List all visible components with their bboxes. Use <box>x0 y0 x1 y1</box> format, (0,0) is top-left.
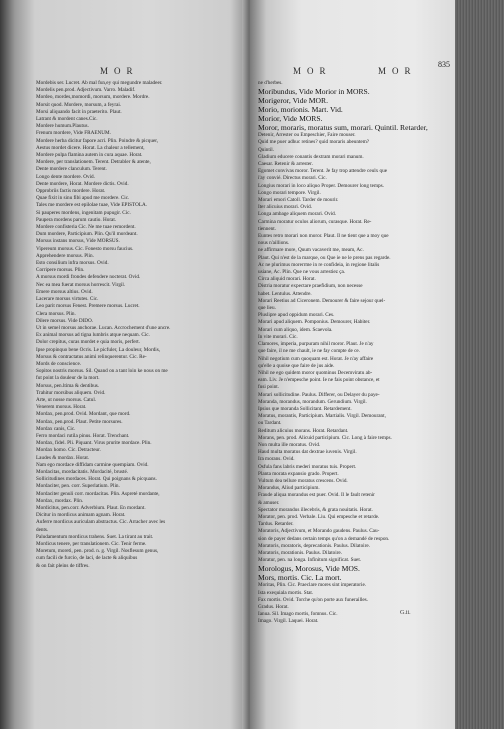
text-line: Corripere morsus. Plin. <box>36 267 85 274</box>
text-line: Gladium educere conantis dextram morari manum. <box>258 153 364 160</box>
text-line: Venerem morsus. Horat. <box>36 404 87 411</box>
text-line: Carmina moratur oculos aliorum, curasque. Horat. Re- <box>258 218 372 225</box>
text-line: Mordax homo. Cic. Detracteur. <box>36 447 101 454</box>
text-line: Tales me mordere est epilolae tuae, Vide EPISTOLA. <box>36 202 148 209</box>
text-line: Moratur, pen. na longa. Infinitum significat. Suet. <box>258 557 362 564</box>
page-edges <box>455 0 504 729</box>
text-line: Egomet convivas moror. Terent. Je fay trop attendre ceulx que <box>258 168 388 175</box>
running-head-right-2: MOR <box>378 66 417 76</box>
text-line: Dolor crepitus, curas mordet e quia moris, perfert. <box>36 339 141 346</box>
text-line: Emere morsus altius. Ovid. <box>36 288 93 295</box>
text-line: Nam ego mordace diffidam carmine quempiam. Ovid. <box>36 461 149 468</box>
text-line: Reditum alicuius morans. Horat. Retardant. <box>258 427 349 434</box>
text-line: Imago. Virgil. Laquei. Horat. <box>258 618 319 625</box>
text-line: Ac ne plurimus morerrme in re confideia, in regione litalis <box>258 261 380 268</box>
text-line: Morologus, Morosus, Vide MOS. <box>258 564 360 574</box>
text-line: Mors, mortis. Cic. La mort. <box>258 573 342 583</box>
text-line: Mordax, mordax. Plin. <box>36 497 84 504</box>
text-line: Morari Reetius ad Ciceronem. Demourer & faire sejour quel- <box>258 297 386 304</box>
text-line: Mordax, fidel. Pli. Piquant. Virus prurite mordace. Plin. <box>36 440 152 447</box>
text-line: Mordeo, mordes,momordi, morsum, mordere. Mordre. <box>36 94 150 101</box>
text-line: Si pauperes mordens, ingenitam pupugir. Cic. <box>36 209 131 216</box>
text-line: Spectator morandus illecebris, & grata nouitatis. Horat. <box>258 506 373 513</box>
text-line: Dilere morsus. Vide DIDO. <box>36 317 94 324</box>
text-line: Mords de conscience. <box>36 360 82 367</box>
text-line: qu'elle a quoise que faire de jus aide. <box>258 362 335 369</box>
text-line: Paupera mordens parum cautio. Horat. <box>36 216 117 223</box>
text-line: Dicitur in mordicus animam agnam. Horat. <box>36 512 126 519</box>
text-line: Mordacitas, mordacitatis. Mordacité, brusté. <box>36 468 129 475</box>
right-page <box>250 0 455 729</box>
text-line: Moratoris, moratoris, deprecationis. Paulus. Dilatoire. <box>258 542 370 549</box>
text-line: fut point la douleur de la mort. <box>36 375 100 382</box>
text-line: Longa ambage aliquem morari. Ovid. <box>258 211 337 218</box>
text-line: i'ay convié. Directus morari. Cic. <box>258 175 327 182</box>
text-line: Longius morari in loco aliquo Proper. Demourer long temps. <box>258 182 384 189</box>
text-line: Sopitos nostris morsus. Sil. Quand on a tant loin ke nous on me <box>36 368 168 375</box>
text-line: Morator, pen. prod. Verbale. Liu. Qui empesche et retarde. <box>258 513 380 520</box>
text-line: usiane, Ac. Plin. Que ne vous arrestiez ça. <box>258 269 346 276</box>
text-line: Morior, Vide MORS. <box>258 114 323 124</box>
text-line: Fraude aliqua morandus est puer. Ovid. Il le fault retenir <box>258 492 375 499</box>
text-line: Leo parit morsus Fenest. Premere morsus. Lucret. <box>36 303 140 310</box>
running-head-right: MOR <box>293 66 332 76</box>
text-line: Latrant & mordent canes.Cic. <box>36 116 98 123</box>
text-line: Morio, morionis. Mart. Vid. <box>258 105 343 115</box>
text-line: fusi point. <box>258 384 280 391</box>
text-line: que lieu. <box>258 305 276 312</box>
text-line: Ex animal morsus ad tigna lumbris atque nequam. Cic. <box>36 332 150 339</box>
text-line: Mordere herba dicitur fapore acri. Plin. Poindre & picquer, <box>36 137 159 144</box>
text-line: Vultum dea tellure moratus crescens. Ovid. <box>258 477 348 484</box>
text-line: Longo morari tempore. Virgil. <box>258 189 321 196</box>
text-line: Mordelis pen.prod. Adjectivum. Varro. Maladif. <box>36 87 136 94</box>
text-line: ou Tardant. <box>258 420 282 427</box>
text-line: Mordax canis, Cic. <box>36 425 76 432</box>
text-line: Moratoris, Adjectivum, et Morando gaudens. Paulus. Cau- <box>258 528 380 535</box>
text-line: Quid me puer adhuc retines? quid moraris abeuntem? <box>258 139 370 146</box>
text-line: Mordicitus, pen.corr. Adverbium. Plaut. En mordant. <box>36 504 146 511</box>
text-line: Euntes retro morari non moror. Plaut. Il ne tient que a moy que <box>258 233 389 240</box>
text-line: eam. Liv. Je n'empesche point. Ie ne fais point obstance, et <box>258 377 380 384</box>
text-line: Mordebis ser. Lucret. Ab mal fun,ey qui megundre maladeer. <box>36 80 163 86</box>
text-line: Ferro mordaci rutila pinus. Horat. Trenchant. <box>36 432 130 439</box>
text-line: Mordax, pen.prod. Ovid. Mordant, que mord. <box>36 411 131 418</box>
text-line: Morari cum aliquo, idem. Scaevola. <box>258 326 333 333</box>
text-line: Nihil negotium cum quoquam est. Horat. Je n'ay affaire <box>258 355 374 362</box>
text-line: Moribundus, Vide Morior in MORS. <box>258 87 370 97</box>
text-line: & amuser. <box>258 499 280 506</box>
text-line: Laudes & mordax. Horat. <box>36 454 90 461</box>
text-line: Tardus. Retarder. <box>258 521 294 528</box>
text-line: Circa aliquid morari. Horat. <box>258 276 316 283</box>
text-line: Moratoris, morationis. Paulus. Dilatoire. <box>258 549 342 556</box>
text-line: Arte, ut nosse morsus. Catul. <box>36 396 97 403</box>
text-line: Morandus, Aliud participium. <box>258 485 320 492</box>
text-line: dents. <box>36 526 49 533</box>
text-line: Morsit quod. Mordere, morsum, a feyrai. <box>36 101 122 108</box>
text-line: ne d'herbes. <box>258 80 283 86</box>
text-line: Quae fixit in sinu fibi apud me mordere. Cic. <box>36 195 130 202</box>
text-line: Longo dente mordere. Ovid. <box>36 173 95 180</box>
text-line: Moror, moraris, moratus sum, morari. Quintil. Retarder, <box>258 123 428 133</box>
text-line: Quintil. <box>258 146 274 153</box>
text-line: nous n'aillions. <box>258 240 290 247</box>
text-line: que faire, il ne me chault, ie ne fay compte de ce. <box>258 348 360 355</box>
text-line: Moranda, morandus, morandum. Gerundium. Virgil. <box>258 398 367 405</box>
text-line: Plaut. Qui n'est de la marque, ou Que ie ne le prens pas regarde. <box>258 254 391 261</box>
text-line: Ista exequiala mortis. Stat. <box>258 589 314 596</box>
text-line: Caesar. Retenir & arrester. <box>258 161 313 168</box>
text-line: Opprobriis factis mordere. Horat. <box>36 188 106 195</box>
text-line: Moratus, morantis, Participium. Martialis. Virgil. Demourant, <box>258 413 386 420</box>
text-line: Lacerare morsus virtutes. Cic. <box>36 296 99 303</box>
running-head-left: MOR <box>100 66 139 76</box>
text-line: Non multa ille moratus. Ovid. <box>258 441 321 448</box>
text-line: Esto consilium infra morsus. Ovid. <box>36 260 109 267</box>
text-line: Mordax, pen.prod. Plaut. Petite morsures. <box>36 418 123 425</box>
text-line: Morari emori Catoll. Tarder de mourir. <box>258 197 339 204</box>
text-line: Mordere confisteria Cic. Ne me tuae remordent. <box>36 224 136 231</box>
text-line: Morsi aliquando facit in praeterito. Plaut. <box>36 108 122 115</box>
text-line: Mordere pulpa flamina autem in cura aquae. Horat. <box>36 152 143 159</box>
text-line: Vipereum morsus. Cic. Fonesto morsu faucius. <box>36 245 134 252</box>
text-line: Auferre mordicus auriculam abstractus. Cic. Arracher avec les <box>36 519 166 526</box>
text-line: In vite morari. Cic. <box>258 333 298 340</box>
text-line: Osfula fans labris mederi moratus tuis. Propert. <box>258 463 357 470</box>
text-line: habet. Lentulus. Attendre. <box>258 290 312 297</box>
text-line: Ipse propinquo bene Ocris. Le picfuler, La douleur, Mordis, <box>36 346 161 353</box>
text-line: Ira morans. Ovid. <box>258 456 295 463</box>
text-line: Morans, pen. prod. Alicuid participium. Cic. Long à faire temps. <box>258 434 392 441</box>
text-line: Gradus. Horat. <box>258 604 289 610</box>
left-page <box>0 0 250 729</box>
text-line: A morsus mordi frondes defendere nocterat. Ovid. <box>36 274 141 281</box>
text-line: Iter alicuius morari. Ovid. <box>258 204 313 211</box>
text-line: Planta morata expansio grado. Propert. <box>258 470 339 477</box>
text-line: Dum mordere, Participium. Plin. Qu'il mordeant. <box>36 231 138 238</box>
text-line: Ianua. Sil. Imago mortis, fomnus. Cic. <box>258 611 338 618</box>
text-line: Detenir, Arrester ou Empeschier, Faire mouser. <box>258 132 356 139</box>
text-line: Morigeror, Vide MOR. <box>258 96 328 106</box>
text-line: Mordere, per translationem. Terent. Detrabler & atente, <box>36 159 151 166</box>
left-column <box>36 80 241 570</box>
signature-mark: G.ii. <box>400 610 411 616</box>
text-line: Mordere humum.Plautus. <box>36 123 89 130</box>
text-line: Morari apud aliquem. Pomponius. Demourer, Habiter. <box>258 319 371 326</box>
text-line: Apprehendere morsus. Plin. <box>36 252 94 259</box>
text-line: Distria moratur expectare praefidium, non necesse <box>258 283 363 290</box>
text-line: Morsus & contractatus animi relinquerentur. Cic. Re- <box>36 353 147 360</box>
text-line: Haud multa moratus dat dextrae iuvenis. Virgil. <box>258 449 357 456</box>
text-line: & on fait pleins de tiffres. <box>36 562 90 569</box>
text-line: Clamores, imperia, purpuram nihil moror. Plaut. Je n'ay <box>258 341 374 348</box>
text-line: Moritas, Plin. Cic. Praeclare mores sint imperatorie. <box>258 582 367 589</box>
text-line: Fax mortis. Ovid. Torche qu'on porte aux funerailles. <box>258 596 368 603</box>
text-line: Dente mordere, Horat. Mordere dictis. Ovid. <box>36 180 129 187</box>
text-line: tiennent. <box>258 225 277 232</box>
text-line: Ipsius que moranda Sollicitant. Retardement. <box>258 405 352 412</box>
text-line: Dente mordere clanculum. Terent. <box>36 166 107 173</box>
text-line: Pluslipre apud oppidum morari. Ces. <box>258 312 335 319</box>
text-line: ne affirmare more, Quum vacaverit me, meam, Ac. <box>258 247 364 254</box>
text-line: Nihil ne ego quidem moror quominus Decemviratu ab- <box>258 369 373 376</box>
text-line: Aestus mordet dicere. Horat. La chaleur a tellement, <box>36 144 145 151</box>
text-line: Trahitur morsibus aliquem. Ovid. <box>36 389 106 396</box>
text-line: sion de payer dedans certain temps qu'on a demandé de respon. <box>258 535 390 542</box>
text-line: cum facili de furcio, de laci, de lacte & aliquibus <box>36 555 138 562</box>
text-line: Mordaciter genuli corr. mordacitas. Plin. Aspreté mordante, <box>36 490 160 497</box>
text-line: Moretum, moreti, pen. prod. n. g. Virgil. Nosflesum genus, <box>36 548 159 555</box>
page-number: 835 <box>438 60 450 69</box>
text-line: Morari sollicitudine. Paulus. Differer, ou Delayer du paye- <box>258 391 380 398</box>
text-line: Paludamentum mordicus trahens. Suet. La tirant au trait. <box>36 533 154 540</box>
text-line: Morsus instans morsus, Vide MORSUS. <box>36 238 120 245</box>
text-line: Mordicus tenere, per translationem. Cic. Tenir ferme. <box>36 541 147 547</box>
text-line: Frenum mordere, Vide FRAENUM. <box>36 130 111 137</box>
text-line: Sollicitudines mordaces. Horat. Qui poignans & picquans. <box>36 476 157 483</box>
text-line: Morsus, pen.ltima & dentibus. <box>36 382 100 389</box>
text-line: Nec ea mea fuerat morsus horrescit. Virgil. <box>36 281 126 288</box>
text-line: Clera morsus. Plin. <box>36 310 76 317</box>
text-line: Mordaciter, pen. corr. Superlatium. Plin. <box>36 483 120 490</box>
right-column <box>258 80 448 626</box>
text-line: Ut in semel morsus anchorae. Lucan. Accrochement d'une ancre. <box>36 324 171 331</box>
